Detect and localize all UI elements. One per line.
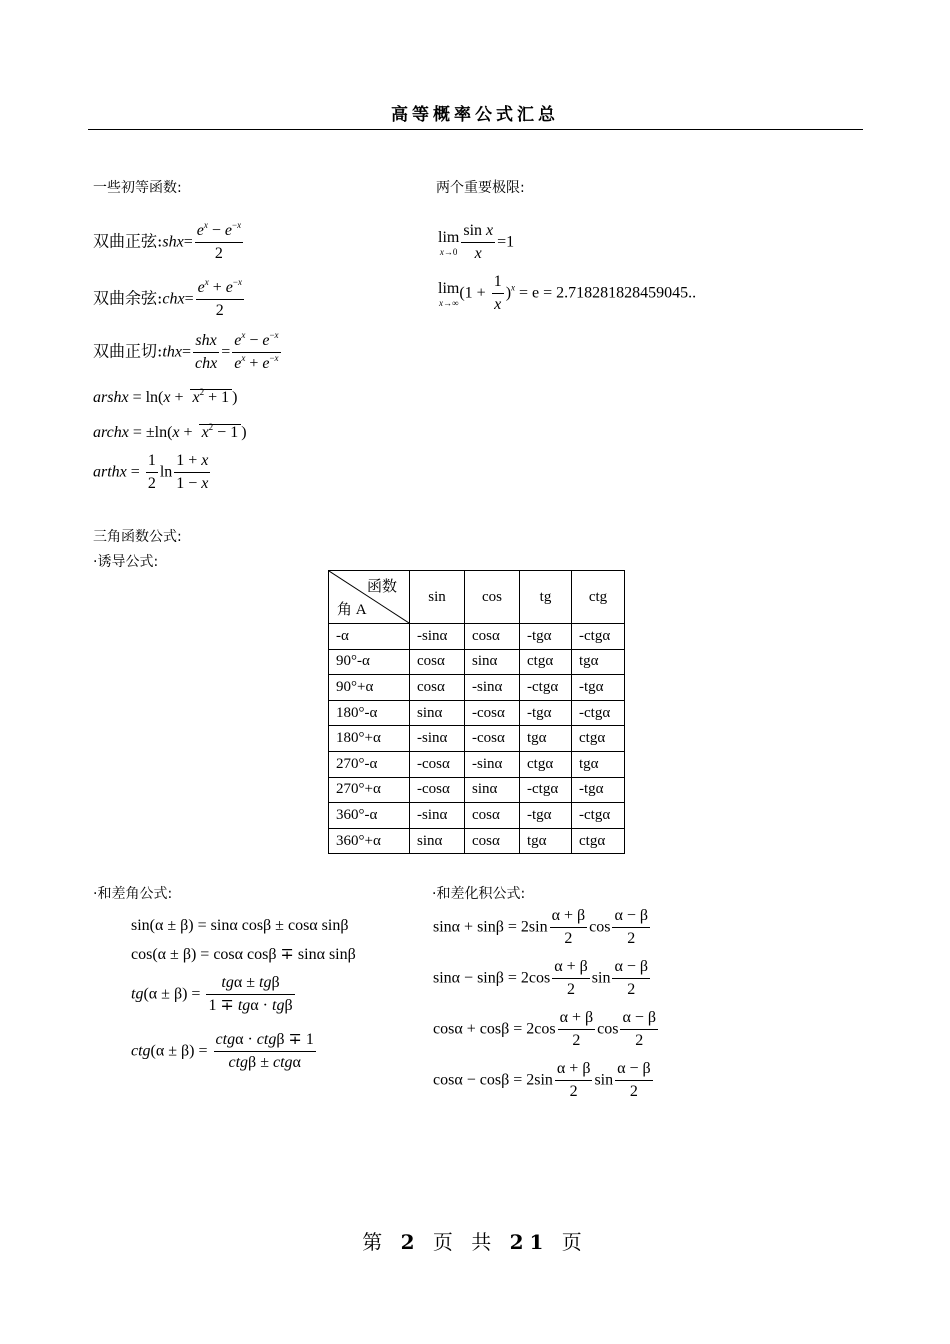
value-cell: -cosα xyxy=(465,700,520,726)
section-elementary-functions: 一些初等函数: xyxy=(93,180,182,196)
value-cell: -cosα xyxy=(465,726,520,752)
value-cell: cosα xyxy=(465,803,520,829)
angle-cell: 90°+α xyxy=(329,675,410,701)
table-body xyxy=(329,624,625,854)
section-important-limits: 两个重要极限: xyxy=(436,180,525,196)
corner-label-angle: 角 A xyxy=(337,602,367,618)
table-row xyxy=(329,700,625,726)
formula-limit-e: lim x→∞ (1 + $\frac{1}{x}$ )$^x$ = e = 2.718281828459045.. xyxy=(438,273,697,314)
footer-suffix: 页 xyxy=(561,1230,588,1254)
table-corner-cell xyxy=(329,571,410,624)
corner-label-function: 函数 xyxy=(366,579,397,595)
value-cell: -tgα xyxy=(520,624,572,650)
value-cell: cosα xyxy=(410,649,465,675)
value-cell: -cosα xyxy=(410,751,465,777)
sinh-label: 双曲正弦: xyxy=(93,231,163,251)
formula-cosh: 双曲余弦:chx= $\frac{e^x + e^{-x}}{2}$ xyxy=(93,277,242,320)
value-cell: ctgα xyxy=(572,828,625,854)
value-cell: -ctgα xyxy=(572,803,625,829)
value-cell: -sinα xyxy=(465,751,520,777)
value-cell: -sinα xyxy=(410,726,465,752)
value-cell: ctgα xyxy=(520,751,572,777)
cosh-label: 双曲余弦: xyxy=(93,288,163,308)
formula-ctg-sum: ctg(α ± β) = ctgα · ctgβ ∓ 1 ctgβ ± ctgα xyxy=(131,1031,314,1072)
value-cell: -sinα xyxy=(410,803,465,829)
angle-cell: 360°-α xyxy=(329,803,410,829)
formula-cos-minus-cos: cosα − cosβ = 2sin $\frac{\alpha + \beta}{2}$ sin $\frac{\alpha - \beta}{2}$ xyxy=(433,1060,651,1101)
value-cell: -tgα xyxy=(520,803,572,829)
value-cell: ctgα xyxy=(572,726,625,752)
footer-page-number: 2 xyxy=(400,1230,421,1254)
angle-cell: 180°+α xyxy=(329,726,410,752)
angle-cell: 270°-α xyxy=(329,751,410,777)
limit2-result: = e = 2.718281828459045.. xyxy=(519,284,697,302)
angle-cell: 180°-α xyxy=(329,700,410,726)
table-row xyxy=(329,751,625,777)
footer-total-pages: 21 xyxy=(509,1230,550,1254)
value-cell: sinα xyxy=(465,777,520,803)
formula-limit-sinx: lim x→0 $\frac{\text{sin x}}{x}$ =1 xyxy=(438,222,515,263)
page-title: 高等概率公式汇总 xyxy=(391,105,559,125)
value-cell: tgα xyxy=(572,649,625,675)
value-cell: sinα xyxy=(410,828,465,854)
formula-arcosh: archx = $\pm\ln(x + x^2 - 1$ ) xyxy=(93,422,247,441)
table-row xyxy=(329,726,625,752)
value-cell: -tgα xyxy=(572,675,625,701)
value-cell: cosα xyxy=(465,828,520,854)
table-row xyxy=(329,624,625,650)
formula-tg-sum: tg(α ± β) = tgα ± tgβ 1 ∓ tgα · tgβ xyxy=(131,974,293,1015)
value-cell: sinα xyxy=(465,649,520,675)
value-cell: -tgα xyxy=(572,777,625,803)
angle-cell: -α xyxy=(329,624,410,650)
value-cell: tgα xyxy=(520,726,572,752)
value-cell: cosα xyxy=(410,675,465,701)
formula-sinh: 双曲正弦:shx= $\frac{e^x - e^{-x}}{2}$ xyxy=(93,220,242,263)
table-row xyxy=(329,777,625,803)
table-row xyxy=(329,828,625,854)
value-cell: -ctgα xyxy=(520,777,572,803)
value-cell: cosα xyxy=(465,624,520,650)
section-induction-formulas: ·诱导公式: xyxy=(93,554,159,570)
column-header: cos xyxy=(465,571,520,624)
formula-tanh: 双曲正切:thx= shx chx = $\frac{e^x - e^{-x}}{e^x + e^{-x}}$ xyxy=(93,330,279,373)
section-trig-formulas: 三角函数公式: xyxy=(93,529,182,545)
induction-table xyxy=(328,570,625,854)
tanh-label: 双曲正切: xyxy=(93,341,163,361)
formula-artanh: arthx = $\frac{1}{2}$ ln $\frac{1 + x}{1 - x}$ xyxy=(93,452,209,493)
formula-sin-sum: sin(α ± β) = sinα cosβ ± cosα sinβ xyxy=(131,917,349,934)
value-cell: tgα xyxy=(572,751,625,777)
section-sum-difference-angle: ·和差角公式: xyxy=(93,886,173,902)
table-header-row xyxy=(329,571,625,624)
table-row xyxy=(329,675,625,701)
limit1-result: =1 xyxy=(497,233,515,251)
section-sum-to-product: ·和差化积公式: xyxy=(432,886,526,902)
angle-cell: 270°+α xyxy=(329,777,410,803)
value-cell: -tgα xyxy=(520,700,572,726)
column-header: ctg xyxy=(572,571,625,624)
value-cell: -ctgα xyxy=(520,675,572,701)
value-cell: -cosα xyxy=(410,777,465,803)
value-cell: sinα xyxy=(410,700,465,726)
formula-sin-plus-sin: sinα + sinβ = 2sin $\frac{\alpha + \beta}{2}$ cos $\frac{\alpha - \beta}{2}$ xyxy=(433,907,649,948)
formula-cos-plus-cos: cosα + cosβ = 2cos $\frac{\alpha + \beta}{2}$ cos $\frac{\alpha - \beta}{2}$ xyxy=(433,1009,656,1050)
header-rule xyxy=(88,129,863,130)
value-cell: -ctgα xyxy=(572,700,625,726)
formula-sin-minus-sin: sinα − sinβ = 2cos $\frac{\alpha + \beta}{2}$ sin $\frac{\alpha - \beta}{2}$ xyxy=(433,958,649,999)
value-cell: -sinα xyxy=(410,624,465,650)
formula-arsinh: arshx = $\ln(x + x^2 + 1$ ) xyxy=(93,387,238,406)
value-cell: -sinα xyxy=(465,675,520,701)
footer-prefix: 第 xyxy=(362,1230,389,1254)
value-cell: tgα xyxy=(520,828,572,854)
value-cell: ctgα xyxy=(520,649,572,675)
formula-cos-sum: cos(α ± β) = cosα cosβ ∓ sinα sinβ xyxy=(131,946,356,963)
page-footer xyxy=(0,1226,950,1255)
value-cell: -ctgα xyxy=(572,624,625,650)
angle-cell: 90°-α xyxy=(329,649,410,675)
table-row xyxy=(329,649,625,675)
angle-cell: 360°+α xyxy=(329,828,410,854)
column-header: sin xyxy=(410,571,465,624)
column-header: tg xyxy=(520,571,572,624)
table-row xyxy=(329,803,625,829)
footer-middle: 页 共 xyxy=(432,1230,498,1254)
